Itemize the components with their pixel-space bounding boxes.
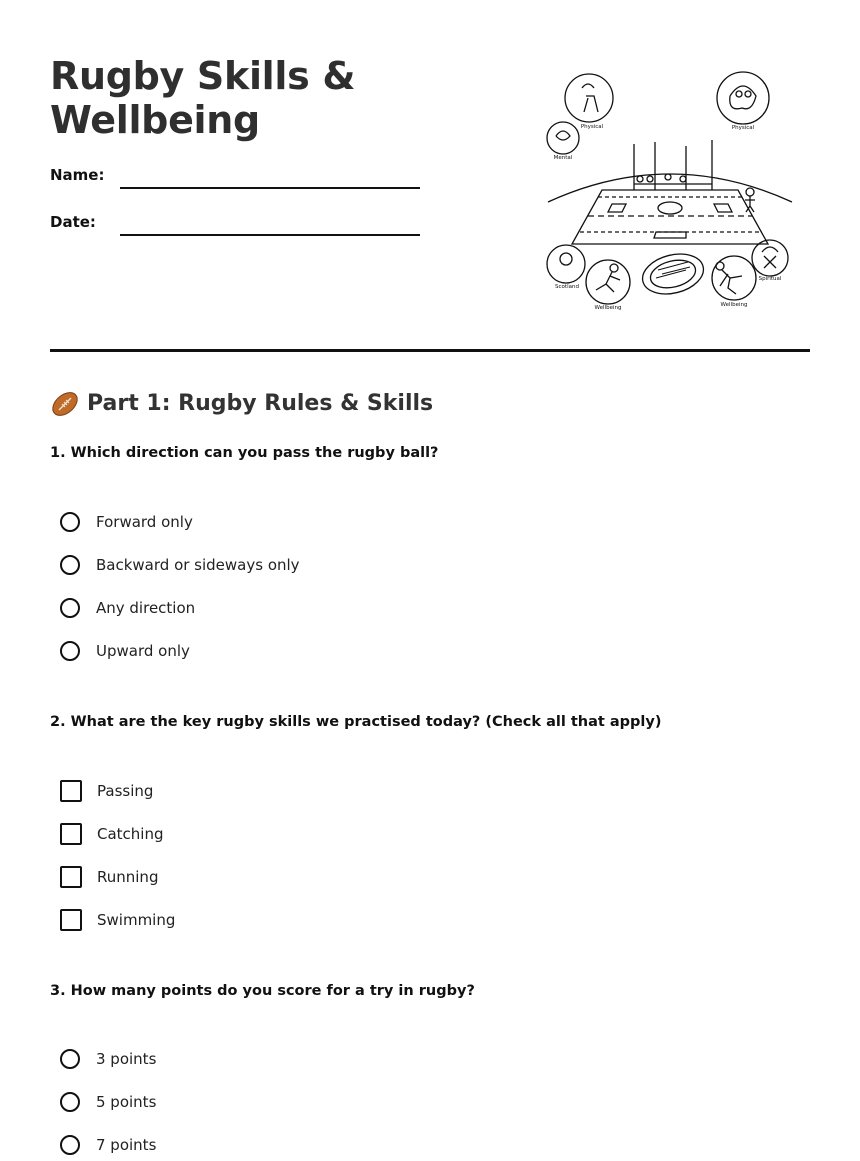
q2-option-catching[interactable] — [60, 822, 164, 846]
q3-option-3-points[interactable] — [60, 1047, 156, 1071]
q1-radio-3[interactable] — [60, 598, 80, 618]
rugby-ball — [638, 248, 707, 300]
title-line-1: Rugby Skills & — [50, 54, 356, 98]
illus-label-physical-right: Physical — [731, 125, 755, 131]
physical-bubble-right — [717, 72, 769, 124]
q2-option-label: Swimming — [97, 911, 176, 929]
date-label: Date: — [50, 213, 96, 231]
illus-label-mental: Mental — [553, 155, 573, 161]
rugby-ball-icon — [50, 389, 80, 419]
spiritual-bubble — [752, 240, 788, 276]
part-1-heading-text: Part 1: Rugby Rules & Skills — [87, 391, 434, 416]
name-label: Name: — [50, 166, 105, 184]
q1-radio-2[interactable] — [60, 555, 80, 575]
q1-radio-1[interactable] — [60, 512, 80, 532]
q1-option-any-direction[interactable] — [60, 596, 195, 620]
q3-radio-3[interactable] — [60, 1135, 80, 1155]
illus-label-wellbeing-right: Wellbeing — [720, 302, 748, 308]
worksheet-title — [50, 54, 355, 142]
mental-bubble — [547, 122, 579, 154]
illus-label-wellbeing-left: Wellbeing — [594, 305, 622, 311]
stadium-arc — [548, 174, 792, 202]
part-1-heading — [50, 388, 433, 420]
name-field[interactable] — [120, 187, 420, 189]
q2-option-running[interactable] — [60, 865, 158, 889]
q2-option-passing[interactable] — [60, 779, 153, 803]
q1-option-label: Upward only — [96, 642, 190, 660]
question-1-text: 1. Which direction can you pass the rugby ball? — [50, 445, 439, 461]
q3-option-label: 5 points — [96, 1093, 157, 1111]
q1-option-label: Backward or sideways only — [96, 556, 300, 574]
question-2-text: 2. What are the key rugby skills we practised today? (Check all that apply) — [50, 714, 662, 730]
q2-checkbox-3[interactable] — [60, 866, 82, 888]
q1-option-upward-only[interactable] — [60, 639, 190, 663]
wellbeing-bubble-left — [586, 260, 630, 304]
header-divider — [50, 349, 810, 352]
illus-label-spiritual: Spiritual — [758, 276, 782, 282]
q3-radio-2[interactable] — [60, 1092, 80, 1112]
date-field[interactable] — [120, 234, 420, 236]
q3-radio-1[interactable] — [60, 1049, 80, 1069]
q3-option-5-points[interactable] — [60, 1090, 156, 1114]
q1-option-label: Forward only — [96, 513, 193, 531]
q1-option-forward-only[interactable] — [60, 510, 193, 534]
q2-checkbox-4[interactable] — [60, 909, 82, 931]
question-3-text: 3. How many points do you score for a try in rugby? — [50, 983, 475, 999]
pitch-outline — [572, 190, 768, 244]
scotland-bubble — [547, 245, 585, 283]
illus-label-physical-left: Physical — [580, 124, 604, 130]
q2-checkbox-1[interactable] — [60, 780, 82, 802]
q2-option-label: Running — [97, 868, 159, 886]
q1-option-backward-or-sideways[interactable] — [60, 553, 300, 577]
q2-option-label: Catching — [97, 825, 164, 843]
q3-option-label: 3 points — [96, 1050, 157, 1068]
q3-option-label: 7 points — [96, 1136, 157, 1154]
illus-label-scotland: Scotland — [555, 284, 579, 290]
q2-option-label: Passing — [97, 782, 154, 800]
q1-option-label: Any direction — [96, 599, 196, 617]
q2-checkbox-2[interactable] — [60, 823, 82, 845]
goal-posts — [634, 140, 712, 190]
title-line-2: Wellbeing — [50, 98, 260, 142]
q1-radio-4[interactable] — [60, 641, 80, 661]
rugby-pitch-illustration — [540, 66, 800, 316]
q3-option-7-points[interactable] — [60, 1133, 156, 1157]
physical-bubble-left — [565, 74, 613, 122]
q2-option-swimming[interactable] — [60, 908, 175, 932]
